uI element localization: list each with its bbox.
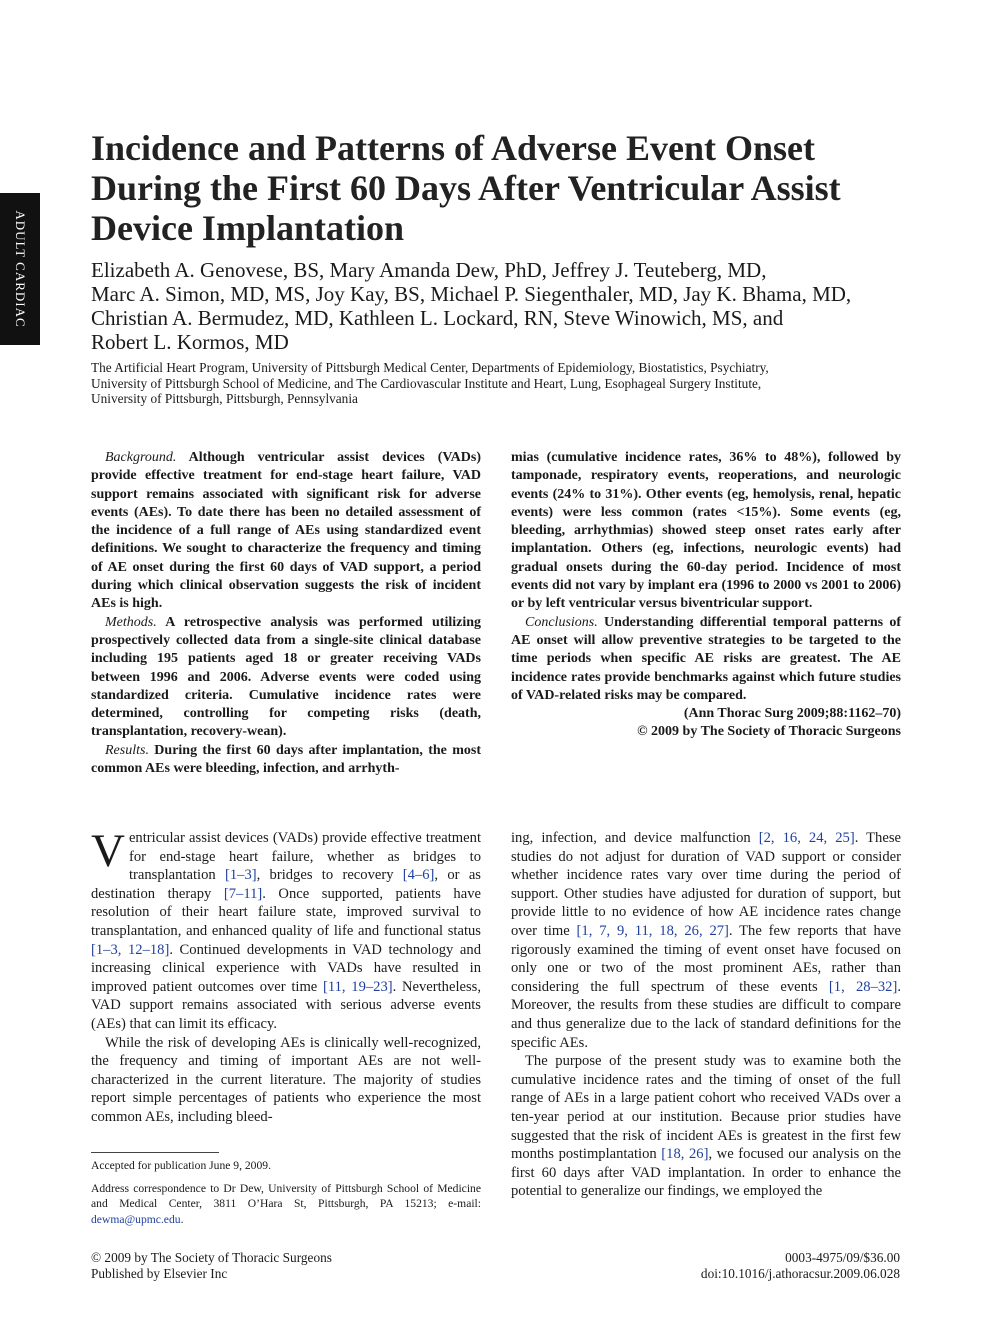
abstract-methods	[91, 614, 481, 742]
methods-text: A retrospective analysis was performed utilizing prospectively collected data from a single-site clinical database including 195 patients aged 18 or greater receiving VADs between 1996 and 2006. Adverse events were coded using standardized criteria. Cumulative incidence rates were determined, controlling for competing risks (death, transplantation, recovery-wean).	[91, 614, 481, 740]
citation-link[interactable]: [1, 28–32]	[828, 978, 898, 995]
affiliation-line: University of Pittsburgh School of Medicine, and The Cardiovascular Institute and Heart, Lung, Esophageal Surgery Institute,	[91, 375, 762, 391]
journal-citation: (Ann Thorac Surg 2009;88:1162–70)	[683, 706, 901, 722]
citation-link[interactable]: [1–3]	[224, 867, 257, 884]
intro-paragraph-2-continued: ing, infection, and device malfunction [2, 16, 24, 25]. These studies do not adjust for duration of VAD support or consider whether incidence rates vary over time during the period of support. Other studies have adjusted for duration of support, but provide little to no evidence of how AE incidence rates change over time [1, 7, 9, 11, 18, 26, 27]. The few reports that have rigorously examined the timing of event onset have focused on only one or two of the most prominent AEs, rather than considering the full spectrum of these events [1, 28–32]. Moreover, the results from these studies are difficult to compare and thus generalize due to the lack of standard definitions for the specific AEs.	[511, 830, 901, 1051]
correspondence-end: .	[180, 1212, 184, 1226]
email-link[interactable]: dewma@upmc.edu	[91, 1212, 181, 1226]
affiliation	[91, 360, 911, 407]
intro-paragraph-3: The purpose of the present study was to examine both the cumulative incidence rates and the timing of onset of the full range of AEs in a large patient cohort who received VADs over a ten-year period at our institution. Because prior studies have suggested that the risk of incident AEs is greatest in the first few months postimplantation [18, 26], we focused our analysis on the first 60 days after VAD implantation. In order to enhance the potential to generalize our findings, we employed the	[511, 1053, 901, 1200]
results-text-continued: mias (cumulative incidence rates, 36% to 48%), followed by tamponade, respiratory events, reoperations, and neurologic events (24% to 31%). Other events (eg, hemolysis, renal, hepatic events) were less common (rates <15%). Some events (eg, bleeding, arrhythmias) showed steep onset rates early after implantation. Others (eg, infections, neurologic events) had gradual onsets during the 60-day period. Incidence of most events did not vary by implant era (1996 to 2000 vs 2001 to 2006) or by left ventricular versus biventricular support.	[511, 450, 901, 612]
footer-left	[91, 1250, 332, 1282]
citation-link[interactable]: [11, 19–23]	[323, 978, 393, 995]
abstract-background	[91, 449, 481, 614]
citation-link[interactable]: [4–6]	[402, 867, 435, 884]
accepted-note: Accepted for publication June 9, 2009.	[91, 1159, 271, 1172]
article-title: Incidence and Patterns of Adverse Event Onset During the First 60 Days After Ventricular Assist Device Implantation	[91, 128, 841, 248]
author-line: Marc A. Simon, MD, MS, Joy Kay, BS, Michael P. Siegenthaler, MD, Jay K. Bhama, MD,	[91, 282, 852, 306]
footnotes	[91, 1158, 481, 1234]
affiliation-line: The Artificial Heart Program, University of Pittsburgh Medical Center, Departments of Epidemiology, Biostatistics, Psychiatry,	[91, 360, 769, 375]
citation-link[interactable]: [1–3, 12–18]	[91, 941, 170, 958]
footer-right	[701, 1250, 900, 1282]
footer-publisher: Published by Elsevier Inc	[91, 1266, 228, 1281]
abstract-results	[91, 742, 481, 779]
author-line: Christian A. Bermudez, MD, Kathleen L. Lockard, RN, Steve Winowich, MS, and	[91, 306, 784, 330]
correspondence-note	[91, 1181, 481, 1228]
intro-paragraph-2: While the risk of developing AEs is clinically well-recognized, the frequency and timing of important AEs are not well-characterized in the current literature. The majority of studies report simple percentages of patients who experience the most common AEs, including bleed-	[91, 1034, 481, 1125]
abstract-copyright: © 2009 by The Society of Thoracic Surgeons	[637, 724, 901, 740]
footer-doi: doi:10.1016/j.athoracsur.2009.06.028	[700, 1266, 900, 1281]
abstract-right-column	[511, 449, 901, 742]
footer-issn-price: 0003-4975/09/$36.00	[785, 1250, 900, 1265]
body-left-column	[91, 825, 482, 1127]
background-text: Although ventricular assist devices (VADs) provide effective treatment for end-stage heart failure, VAD support remains associated with significant risk for adverse events (AEs). To date there has been no detailed assessment of the incidence of a full range of AEs using standardized event definitions. We sought to characterize the frequency and timing of AE onset during the first 60 days of VAD support, a period during which clinical observation suggests the risk of incident AEs is high.	[91, 450, 481, 612]
affiliation-line: University of Pittsburgh, Pittsburgh, Pennsylvania	[91, 391, 358, 406]
intro-paragraph-1: Ventricular assist devices (VADs) provide effective treatment for end-stage heart failure, whether as bridges to transplantation [1–3], bridges to recovery [4–6], or as destination therapy [7–11]. Once supported, patients have resolution of their heart failure state, improved survival to transplantation, and enhanced quality of life and functional status [1–3, 12–18]. Continued developments in VAD technology and increasing clinical experience with VADs have resulted in improved patient outcomes over time [11, 19–23]. Nevertheless, VAD support remains associated with serious adverse events (AEs) that can limit its efficacy.	[91, 825, 482, 1032]
conclusions-text: Understanding differential temporal patterns of AE onset will allow preventive strategies to be targeted to the time periods when specific AE risks are greatest. The AE incidence rates provide benchmarks against which future studies of VAD-related risks may be compared.	[511, 614, 901, 703]
author-line: Elizabeth A. Genovese, BS, Mary Amanda Dew, PhD, Jeffrey J. Teuteberg, MD,	[91, 258, 767, 282]
conclusions-label: Conclusions.	[525, 614, 598, 630]
citation-link[interactable]: [1, 7, 9, 11, 18, 26, 27]	[576, 922, 729, 939]
drop-cap: V	[91, 825, 125, 877]
author-list	[91, 258, 911, 354]
abstract-results-continued	[511, 449, 901, 614]
results-label: Results.	[105, 742, 149, 758]
footnote-divider	[91, 1152, 219, 1153]
body-right-column	[511, 829, 901, 1201]
section-tab-label: ADULT CARDIAC	[13, 210, 28, 328]
abstract-conclusions	[511, 614, 901, 705]
footer-copyright: © 2009 by The Society of Thoracic Surgeons	[91, 1250, 332, 1265]
author-line: Robert L. Kormos, MD	[91, 330, 289, 354]
section-tab	[0, 193, 40, 345]
citation-link[interactable]: [18, 26]	[661, 1146, 709, 1163]
results-text: During the first 60 days after implantation, the most common AEs were bleeding, infection, and arrhyth-	[91, 742, 481, 777]
abstract-left-column	[91, 449, 481, 778]
citation-link[interactable]: [7–11]	[223, 885, 263, 902]
citation-link[interactable]: [2, 16, 24, 25]	[758, 830, 855, 846]
correspondence-text: Address correspondence to Dr Dew, University of Pittsburgh School of Medicine and Medical Center, 3811 O’Hara St, Pittsburgh, PA 15213; e-mail:	[91, 1181, 481, 1210]
background-label: Background.	[105, 450, 177, 465]
methods-label: Methods.	[105, 614, 157, 630]
